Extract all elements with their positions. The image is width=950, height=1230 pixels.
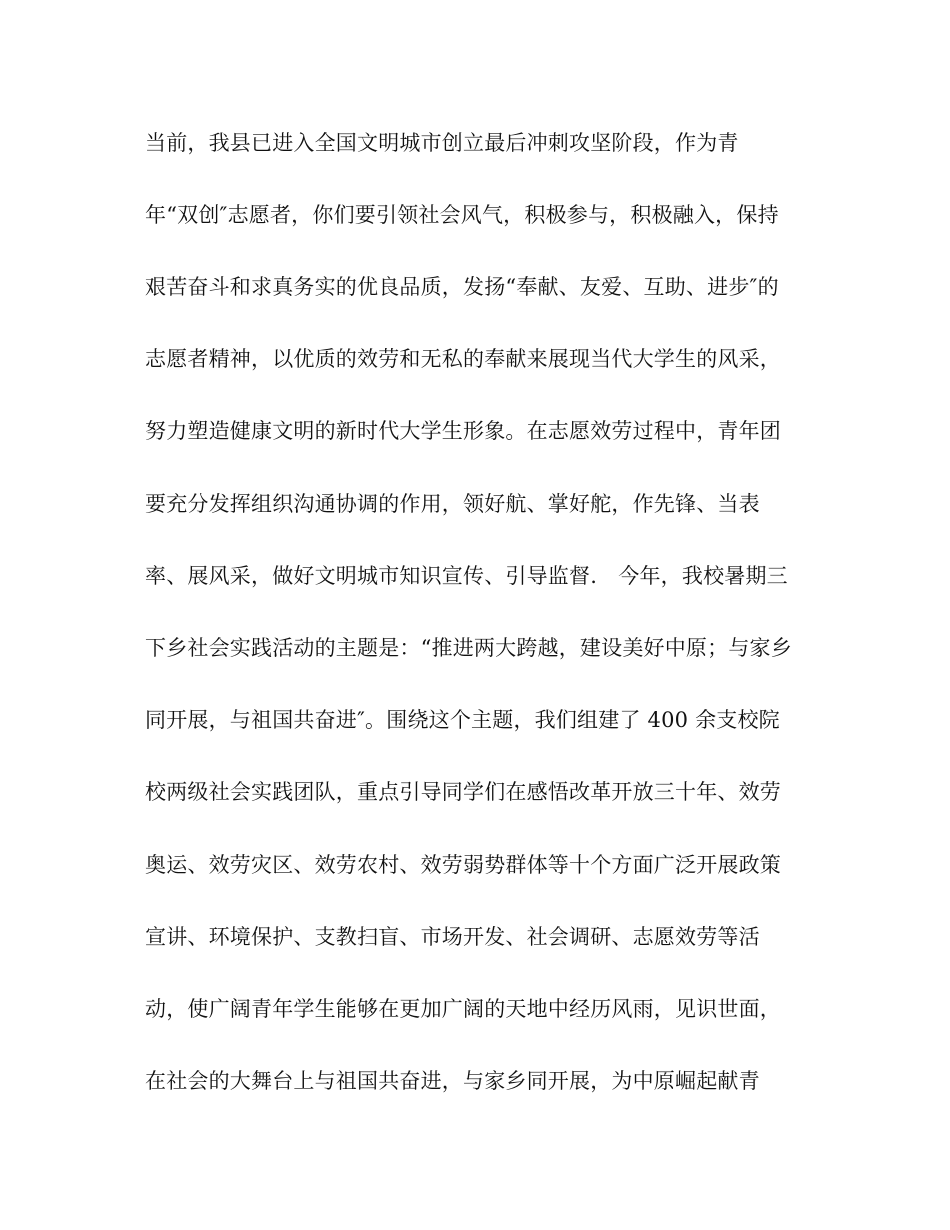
paragraph-line: 志愿者精神，以优质的效劳和无私的奉献来展现当代大学生的风采，	[145, 347, 781, 371]
paragraph-line: 年“双创″志愿者，你们要引领社会风气，积极参与，积极融入，保持	[145, 203, 779, 227]
paragraph-line: 宣讲、环境保护、支教扫盲、市场开发、社会调研、志愿效劳等活	[145, 925, 760, 949]
paragraph-line: 动，使广阔青年学生能够在更加广阔的天地中经历风雨，见识世面，	[145, 997, 781, 1021]
paragraph-line: 奥运、效劳灾区、效劳农村、效劳弱势群体等十个方面广泛开展政策	[145, 853, 781, 877]
paragraph-line: 同开展，与祖国共奋进″。围绕这个主题，我们组建了 400 余支校院	[145, 708, 780, 732]
paragraph-line: 当前，我县已进入全国文明城市创立最后冲刺攻坚阶段，作为青	[145, 131, 739, 155]
paragraph-line: 校两级社会实践团队，重点引导同学们在感悟改革开放三十年、效劳	[145, 780, 781, 804]
paragraph-line: 努力塑造健康文明的新时代大学生形象。在志愿效劳过程中，青年团	[145, 419, 781, 443]
paragraph-line: 在社会的大舞台上与祖国共奋进，与家乡同开展，为中原崛起献青	[145, 1069, 760, 1093]
paragraph-line: 率、展风采，做好文明城市知识宣传、引导监督. 今年，我校暑期三	[145, 564, 788, 588]
paragraph-line: 要充分发挥组织沟通协调的作用，领好航、掌好舵，作先锋、当表	[145, 492, 760, 516]
paragraph-line: 下乡社会实践活动的主题是：“推进两大跨越，建设美好中原；与家乡	[145, 636, 792, 660]
paragraph-line: 艰苦奋斗和求真务实的优良品质，发扬“奉献、友爱、互助、进步″的	[145, 275, 779, 299]
